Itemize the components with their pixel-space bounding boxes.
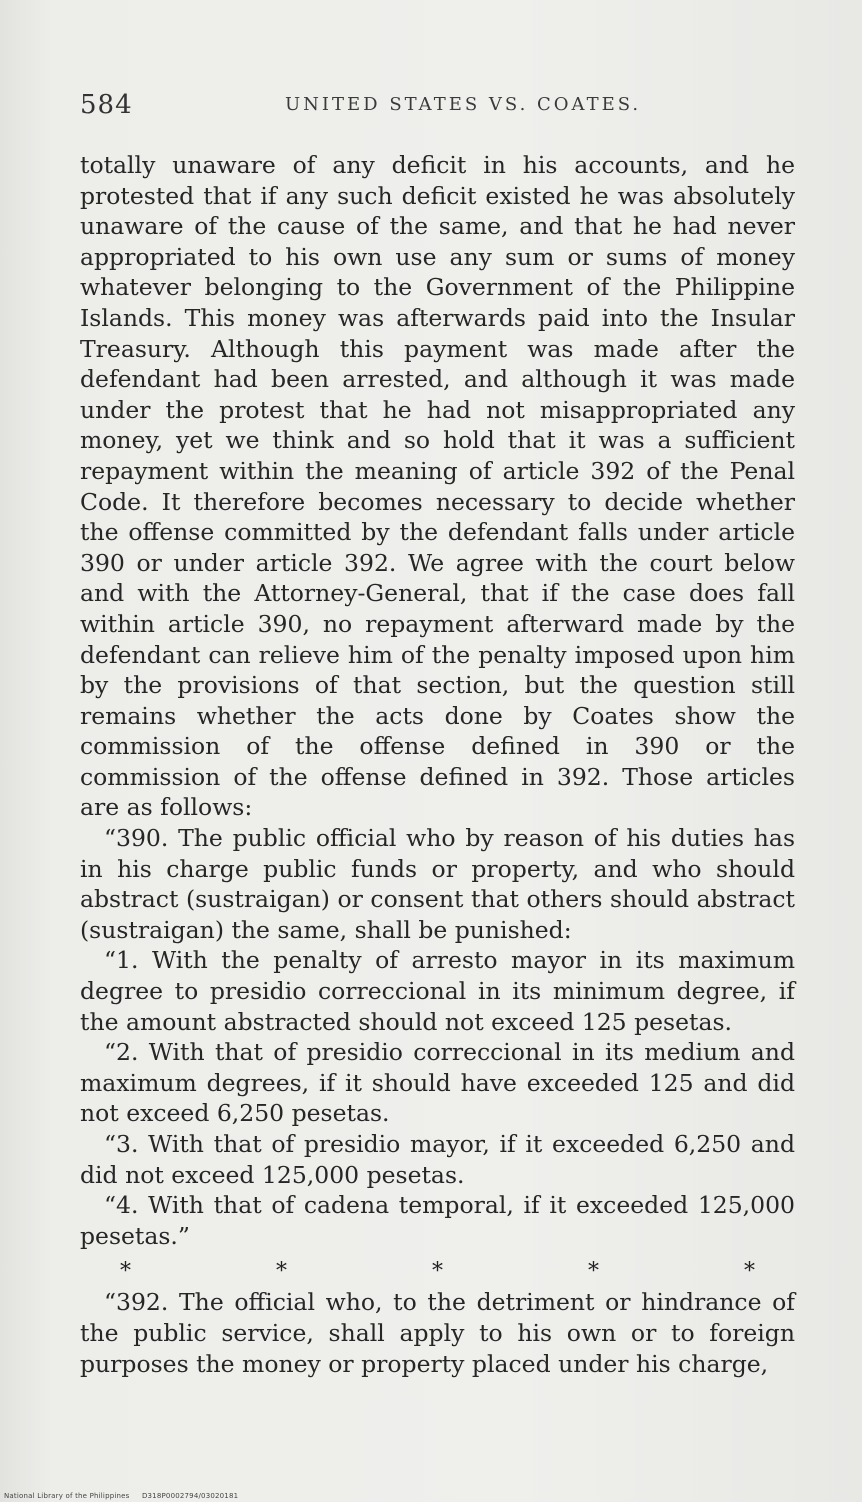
star: *	[120, 1259, 131, 1285]
quote-clause-4: “4. With that of cadena temporal, if it exceeded 125,000 pesetas.”	[80, 1191, 795, 1250]
footer-code: D318P0002794/03020181	[141, 1492, 239, 1500]
body-text	[80, 150, 795, 1379]
quote-clause-1: “1. With the penalty of arresto mayor in its maximum degree to presidio correccional in its minimum degree, if the amount abstracted should not exceed 125 pesetas.	[80, 946, 795, 1036]
footer-library: National Library of the Philippines	[4, 1492, 130, 1500]
scan-footer	[4, 1492, 248, 1500]
running-title: UNITED STATES VS. COATES.	[285, 94, 642, 115]
paragraph: totally unaware of any deficit in his accounts, and he protested that if any such deficit existed he was absolutely unaware of the cause of the same, and that he had never appropriated to his own use any sum or sums of money whatever belonging to the Government of the Philippine Islands. This money was afterwards paid into the Insular Treasury. Although this payment was made after the defendant had been arrested, and although it was made under the protest that he had not misappropriated any money, yet we think and so hold that it was a sufficient repayment within the meaning of article 392 of the Penal Code. It therefore becomes necessary to decide whether the offense committed by the defendant falls under article 390 or under article 392. We agree with the court below and with the Attorney-General, that if the case does fall within article 390, no repayment afterward made by the defendant can relieve him of the penalty imposed upon him by the provisions of that section, but the question still remains whether the acts done by Coates show the commission of the offense defined in 390 or the commission of the offense defined in 392. Those articles are as follows:	[80, 151, 795, 822]
star: *	[588, 1259, 599, 1285]
star: *	[432, 1259, 443, 1285]
quote-clause-3: “3. With that of presidio mayor, if it exceeded 6,250 and did not exceed 125,000 pesetas.	[80, 1130, 795, 1189]
page-header	[80, 90, 800, 130]
ellipsis-stars	[80, 1251, 795, 1287]
quote-article-392: “392. The official who, to the detriment or hindrance of the public service, shall apply to his own or to foreign purposes the money or property placed under his charge,	[80, 1288, 795, 1378]
star: *	[276, 1259, 287, 1285]
page-number: 584	[80, 90, 133, 120]
quote-clause-2: “2. With that of presidio correccional in its medium and maximum degrees, if it should have exceeded 125 and did not exceed 6,250 pesetas.	[80, 1038, 795, 1128]
quote-article-390: “390. The public official who by reason of his duties has in his charge public funds or property, and who should abstract (sustraigan) or consent that others should abstract (sustraigan) the same, shall be punished:	[80, 824, 795, 944]
star: *	[744, 1259, 755, 1285]
